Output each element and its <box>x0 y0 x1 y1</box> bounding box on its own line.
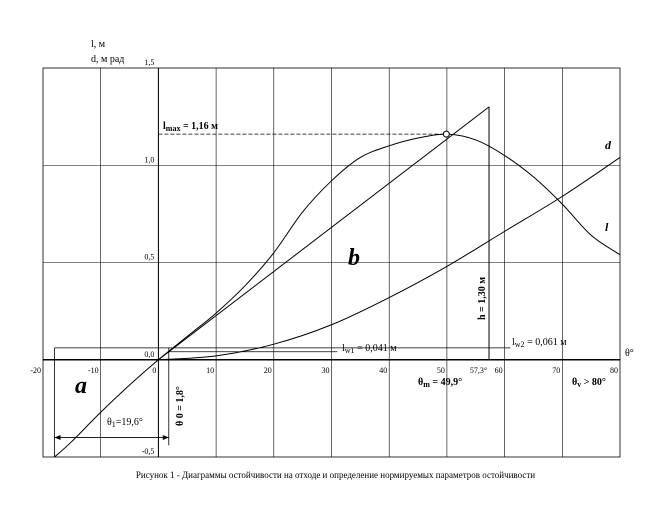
y-tick-label: 1,0 <box>144 155 155 165</box>
l-max-marker <box>443 131 449 137</box>
theta-1-label: $\theta_1=19,6^\circ$ <box>107 417 143 429</box>
curve-l <box>55 134 620 457</box>
x-tick-label: 20 <box>263 365 272 375</box>
y-axis-label-d: d, м рад <box>91 54 125 65</box>
y-tick-label: -0,5 <box>141 447 155 456</box>
x-tick-label: 70 <box>552 365 561 375</box>
theta-1-arrow-right <box>163 435 169 440</box>
region-a-label: a <box>75 373 87 399</box>
x-tick-label: -20 <box>30 365 41 375</box>
lw2-label: $l_{w2} = 0,061$ м <box>512 337 567 349</box>
y-tick-label: 1,5 <box>144 58 155 67</box>
x-tick-label: 0 <box>152 365 157 375</box>
theta-m-label: $\theta_m = 49,9^\circ$ <box>418 377 463 389</box>
l-max-label: $l_{max} = 1,16$ м <box>163 121 218 133</box>
x-tick-label: 57,3° <box>469 365 488 375</box>
x-tick-label: 50 <box>436 365 445 375</box>
y-axis-label-l: l, м <box>91 39 106 50</box>
theta-0-label: θ 0 = 1,8° <box>175 386 186 426</box>
curve-d-label: d <box>605 138 611 152</box>
x-tick-label: 10 <box>206 365 215 375</box>
lw1-label: $l_{w1} = 0,041$ м <box>342 343 397 355</box>
x-tick-label: -10 <box>88 365 99 375</box>
grid-lines <box>43 68 620 457</box>
x-tick-label: 30 <box>321 365 330 375</box>
x-tick-label: 60 <box>494 365 503 375</box>
tangent-line <box>158 107 489 360</box>
figure-caption: Рисунок 1 - Диаграммы остойчивости на отходе и определение нормируемых параметров остойчивости <box>135 470 536 480</box>
region-b-label: b <box>348 245 360 271</box>
y-tick-label: 0,0 <box>144 349 155 359</box>
h-label: h = 1,30 м <box>477 276 488 320</box>
theta-v-label: $\theta_v > 80^\circ$ <box>572 377 606 389</box>
tick-labels <box>30 58 618 456</box>
y-tick-label: 0,5 <box>144 252 155 262</box>
curves <box>55 107 620 457</box>
curve-l-label: l <box>605 220 609 234</box>
x-tick-label: 40 <box>379 365 388 375</box>
x-tick-label: 80 <box>610 365 618 375</box>
x-axis-label: θ° <box>625 348 634 359</box>
theta-1-arrow-left <box>55 435 61 440</box>
